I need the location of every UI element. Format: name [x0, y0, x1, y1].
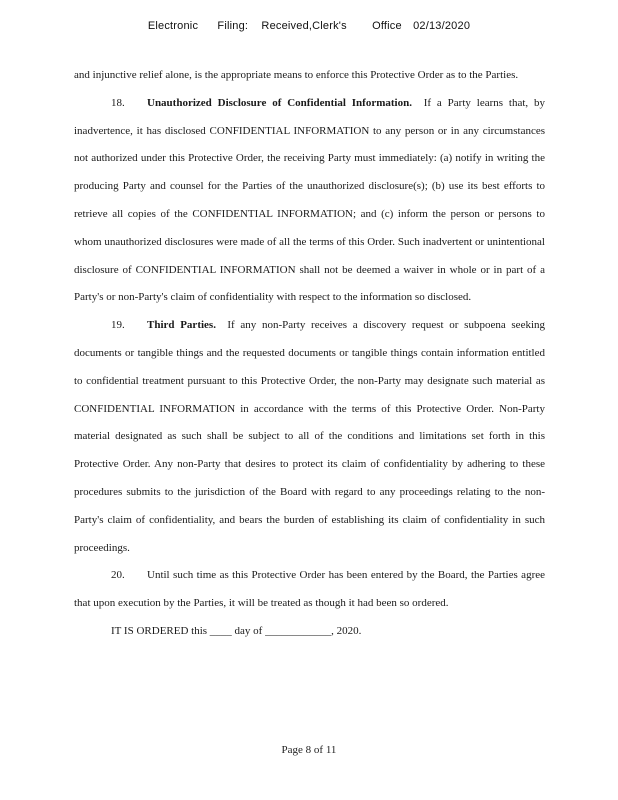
- electronic-filing-stamp: [0, 20, 618, 32]
- paragraph-19-text: If any non-Party receives a discovery request or subpoena seeking documents or tangible things and the requested documents or tangible things contain information entitled to confidential treatment pursuant to this Protective Order, the non-Party may designate such material as CONFIDENTIAL INFORMATION in accordance with the terms of this Protective Order. Non-Party material designated as such shall be subject to all of the conditions and limitations set forth in this Protective Order. Any non-Party that desires to protect its claim of confidentiality by adhering to these procedures submits to the jurisdiction of the Board with regard to any proceedings relating to the non-Party's claim of confidentiality, and bears the burden of establishing its claim of confidentiality in such proceedings.: [74, 319, 546, 554]
- filing-stamp-date: 02/13/2020: [413, 20, 471, 32]
- page-number: Page 8 of 11: [281, 744, 337, 756]
- paragraph-20: [74, 562, 545, 618]
- paragraph-18-number: 18.: [111, 96, 125, 109]
- paragraph-18-heading: Unauthorized Disclosure of Confidential Information.: [147, 96, 412, 109]
- paragraph-19: [74, 312, 545, 562]
- carryover-paragraph: and injunctive relief alone, is the appropriate means to enforce this Protective Order as to the Parties.: [74, 69, 519, 81]
- document-body: [74, 62, 545, 646]
- filing-stamp-received: Received,Clerk's: [261, 20, 347, 32]
- paragraph-20-number: 20.: [111, 569, 125, 582]
- filing-stamp-electronic: Electronic: [147, 20, 199, 32]
- filing-stamp-office: Office: [372, 20, 402, 32]
- paragraph-18: [74, 90, 545, 312]
- paragraph-18-text: If a Party learns that, by inadvertence, it has disclosed CONFIDENTIAL INFORMATION to any person or in any circumstances not authorized under this Protective Order, the receiving Party must immediately: (a) notify in writing the producing Party and counsel for the Parties of the unauthorized disclosure(s); (b) use its best efforts to retrieve all copies of the CONFIDENTIAL INFORMATION; and (c) inform the person or persons to whom unauthorized disclosures were made of all the terms of this Order. Such inadvertent or unintentional disclosure of CONFIDENTIAL INFORMATION shall not be deemed a waiver in whole or in part of a Party's or non-Party's claim of confidentiality with respect to the information so disclosed.: [74, 96, 546, 304]
- paragraph-19-number: 19.: [111, 319, 125, 332]
- filing-stamp-filing: Filing:: [217, 20, 249, 32]
- paragraph-20-text: Until such time as this Protective Order has been entered by the Board, the Parties agree that upon execution by the Parties, it will be treated as though it had been so ordered.: [74, 569, 545, 610]
- order-line: IT IS ORDERED this ____ day of ____________, 2020.: [111, 624, 362, 637]
- paragraph-19-heading: Third Parties.: [147, 319, 216, 332]
